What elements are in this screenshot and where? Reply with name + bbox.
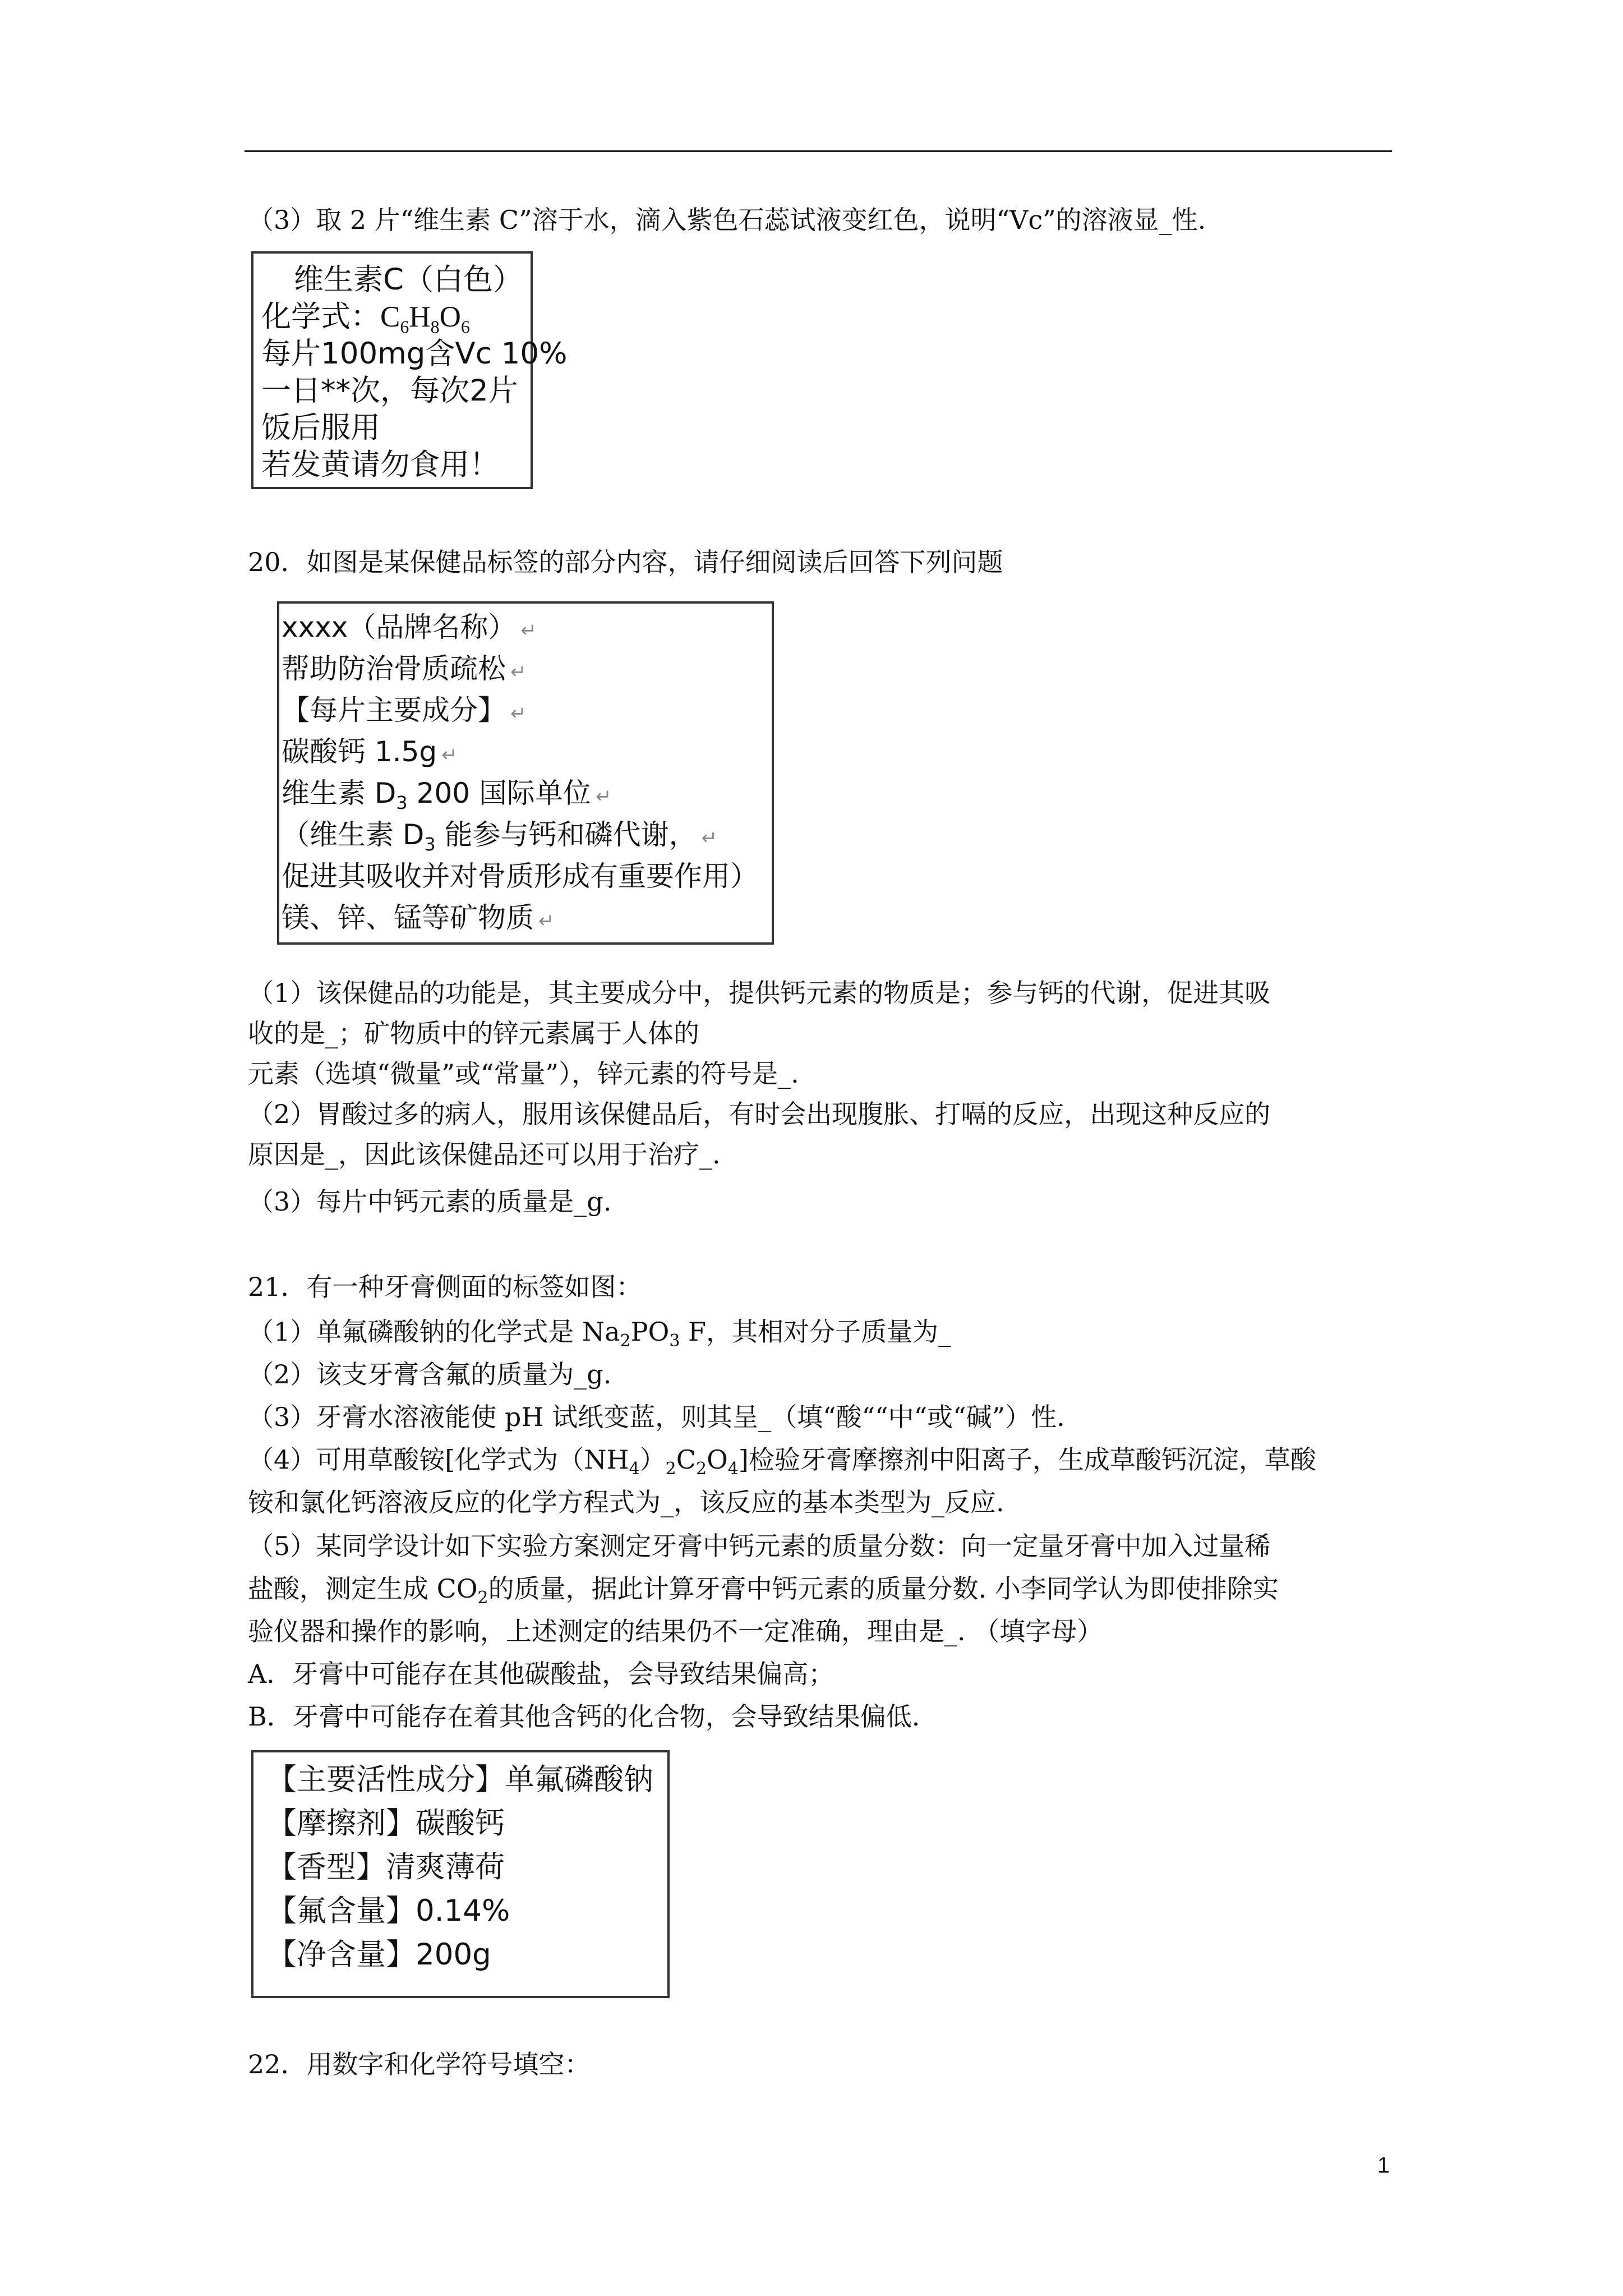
- q20-part1-line1: （1）该保健品的功能是，其主要成分中，提供钙元素的物质是；参与钙的代谢，促进其吸: [248, 978, 1271, 1008]
- q20-part2-line2: 原因是_，因此该保健品还可以用于治疗_.: [248, 1139, 721, 1170]
- vc-formula: 化学式：$C_6H_8O_6$: [261, 300, 470, 337]
- supplement-label: [277, 601, 774, 945]
- q21-part4-line1: （4）可用草酸铵[化学式为$(NH_4)_2C_2O_4$]检验牙膏摩擦剂中阳离子，生成草酸钙沉淀，草酸: [248, 1444, 1316, 1479]
- vc-dosage-content: 每片100mg含Vc 10%: [261, 337, 568, 371]
- q21-part3: （3）牙膏水溶液能使 pH 试纸变蓝，则其呈_（填“酸““中“或“碱”）性.: [248, 1402, 1065, 1432]
- vc-instruction: 饭后服用: [261, 411, 380, 445]
- supplement-function: 帮助防治骨质疏松 ↵: [282, 652, 527, 685]
- q21-stem: 21．有一种牙膏侧面的标签如图：: [248, 1272, 642, 1302]
- toothpaste-active-ingredient: 【主要活性成分】单氟磷酸钠: [267, 1763, 653, 1797]
- q21-part2: （2）该支牙膏含氟的质量为_g.: [248, 1359, 612, 1389]
- q20-stem: 20．如图是某保健品标签的部分内容，请仔细阅读后回答下列问题: [248, 547, 1003, 577]
- toothpaste-abrasive: 【摩擦剂】碳酸钙: [267, 1806, 505, 1841]
- supplement-vitamin-d3: 维生素 $D_3$ 200 国际单位 ↵: [282, 777, 612, 813]
- vc-frequency: 一日**次，每次2片: [261, 374, 518, 408]
- header-rule: [245, 150, 1392, 152]
- supplement-note-1: （维生素 $D_3$ 能参与钙和磷代谢， ↵: [282, 818, 718, 855]
- toothpaste-flavor: 【香型】清爽薄荷: [267, 1850, 505, 1884]
- supplement-ingredients-heading: 【每片主要成分】 ↵: [282, 694, 527, 726]
- q21-part4-line2: 铵和氯化钙溶液反应的化学方程式为_，该反应的基本类型为_反应.: [248, 1487, 1004, 1517]
- vc-warning: 若发黄请勿食用！: [261, 448, 499, 482]
- vc-title: 维生素C（白色）: [294, 263, 523, 297]
- q20-part2-line1: （2）胃酸过多的病人，服用该保健品后，有时会出现腹胀、打嗝的反应，出现这种反应的: [248, 1099, 1271, 1129]
- supplement-minerals: 镁、锌、锰等矿物质 ↵: [282, 901, 555, 934]
- q21-option-b: B．牙膏中可能存在着其他含钙的化合物，会导致结果偏低.: [248, 1701, 920, 1732]
- page-number: 1: [1377, 2153, 1390, 2178]
- toothpaste-net-weight: 【净含量】200g: [267, 1938, 491, 1972]
- q20-part3: （3）每片中钙元素的质量是_g.: [248, 1186, 612, 1217]
- toothpaste-label: [251, 1750, 670, 1998]
- supplement-note-2: 促进其吸收并对骨质形成有重要作用）: [282, 860, 758, 892]
- q21-part1: （1）单氟磷酸钠的化学式是 $Na_2PO_3$ F，其相对分子质量为_: [248, 1317, 951, 1351]
- toothpaste-fluoride-content: 【氟含量】0.14%: [267, 1894, 510, 1928]
- q21-option-a: A．牙膏中可能存在其他碳酸盐，会导致结果偏高；: [248, 1659, 834, 1689]
- q19-part3: （3）取 2 片“维生素 C”溶于水，滴入紫色石蕊试液变红色，说明“Vc”的溶液显_性.: [248, 205, 1206, 235]
- q22-stem: 22．用数字和化学符号填空：: [248, 2049, 591, 2079]
- q20-part1-line2: 收的是_；矿物质中的锌元素属于人体的: [248, 1018, 699, 1048]
- vitamin-c-label: [251, 251, 568, 489]
- supplement-calcium-carbonate: 碳酸钙 1.5g ↵: [282, 735, 458, 768]
- q21-part5-line3: 验仪器和操作的影响，上述测定的结果仍不一定准确，理由是_. （填字母）: [248, 1616, 1103, 1646]
- q21-part5-line2: 盐酸，测定生成 $CO_2$的质量，据此计算牙膏中钙元素的质量分数. 小李同学认为即使排除实: [248, 1573, 1279, 1608]
- q21-part5-line1: （5）某同学设计如下实验方案测定牙膏中钙元素的质量分数：向一定量牙膏中加入过量稀: [248, 1531, 1271, 1561]
- supplement-brand: xxxx（品牌名称） ↵: [282, 611, 537, 643]
- q20-part1-line3: 元素（选填“微量”或“常量”），锌元素的符号是_.: [248, 1059, 799, 1089]
